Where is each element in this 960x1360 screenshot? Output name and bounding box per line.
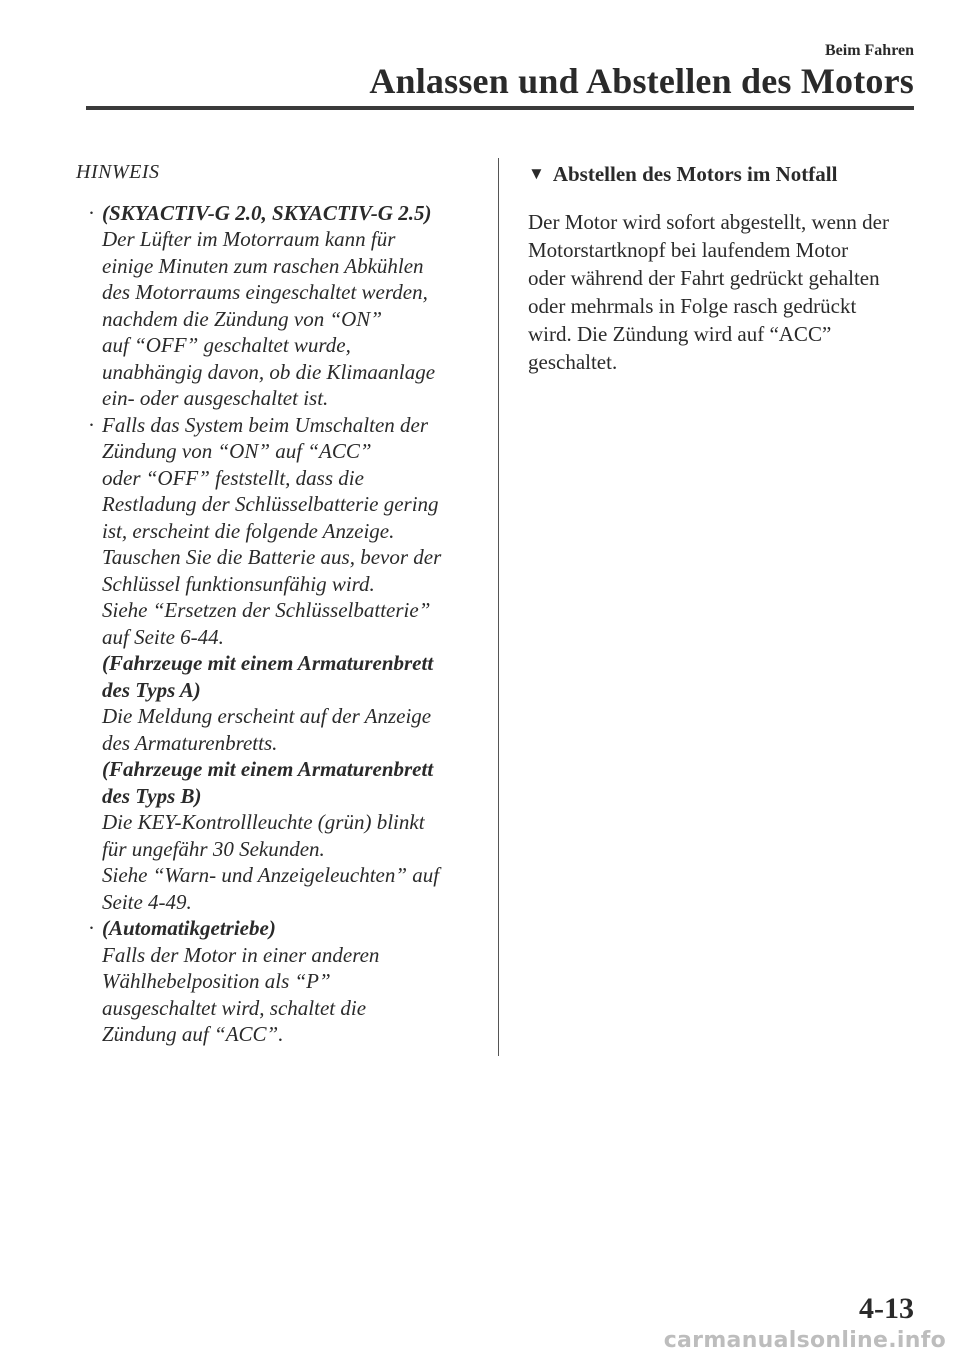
body-text-line: geschaltet.: [528, 350, 618, 374]
body-text-line: wird. Die Zündung wird auf “ACC”: [528, 322, 832, 346]
bullet-marker: ·: [88, 412, 95, 437]
note-subheading: (Automatikgetriebe): [102, 916, 276, 940]
body-text-line: oder mehrmals in Folge rasch gedrückt: [528, 294, 857, 318]
note-text-line: Die KEY-Kontrollleuchte (grün) blinkt: [102, 810, 425, 834]
note-text-line: Zündung von “ON” auf “ACC”: [102, 439, 372, 463]
note-text-line: Zündung auf “ACC”.: [102, 1022, 284, 1046]
note-list: [76, 200, 476, 1048]
note-subheading: (Fahrzeuge mit einem Armaturenbrett: [102, 651, 434, 675]
emergency-section: [528, 160, 920, 376]
note-text-line: Falls der Motor in einer anderen: [102, 942, 380, 967]
note-text-line: Restladung der Schlüsselbatterie gering: [102, 492, 439, 516]
note-column: [76, 159, 476, 1048]
note-text-line: des Motorraums eingeschaltet werden,: [102, 280, 428, 304]
note-text-line: Falls das System beim Umschalten der: [102, 412, 429, 437]
note-text-line: einige Minuten zum raschen Abkühlen: [102, 253, 424, 278]
body-text-line: Der Motor wird sofort abgestellt, wenn der: [528, 210, 889, 234]
note-text-line: für ungefähr 30 Sekunden.: [102, 836, 325, 861]
note-bullet-item: [76, 915, 476, 1048]
note-text-line: Siehe “Ersetzen der Schlüsselbatterie”: [102, 598, 431, 622]
note-text-line: Schlüssel funktionsunfähig wird.: [102, 571, 375, 596]
page-title: Anlassen und Abstellen des Motors: [369, 61, 914, 101]
note-subheading: des Typs A): [102, 677, 201, 702]
note-text-line: Tauschen Sie die Batterie aus, bevor der: [102, 545, 442, 569]
note-text-line: Seite 4-49.: [102, 889, 192, 914]
section-body: [528, 208, 920, 376]
section-label: Beim Fahren: [824, 42, 914, 59]
note-text-line: ein- oder ausgeschaltet ist.: [102, 386, 329, 410]
note-text-line: ausgeschaltet wird, schaltet die: [102, 995, 367, 1020]
note-bullet-item: [76, 412, 476, 916]
section-heading-text: Abstellen des Motors im Notfall: [552, 162, 838, 186]
note-text-line: oder “OFF” feststellt, dass die: [102, 465, 364, 490]
note-subheading: (Fahrzeuge mit einem Armaturenbrett: [102, 757, 434, 781]
bullet-marker: ·: [88, 916, 95, 940]
note-text-line: Der Lüfter im Motorraum kann für: [102, 227, 396, 251]
body-text-line: Motorstartknopf bei laufendem Motor: [528, 238, 849, 262]
note-text-line: Die Meldung erscheint auf der Anzeige: [102, 704, 432, 728]
note-title: HINWEIS: [76, 161, 160, 183]
header-divider: [86, 106, 914, 110]
column-divider: [498, 158, 499, 1056]
note-text-line: nachdem die Zündung von “ON”: [102, 306, 382, 331]
bullet-marker: ·: [88, 200, 95, 225]
note-subheading: des Typs B): [102, 783, 202, 808]
section-heading: [528, 160, 920, 190]
note-bullet-item: [76, 200, 476, 412]
triangle-down-icon: ▼: [528, 164, 545, 183]
note-text-line: des Armaturenbretts.: [102, 730, 278, 755]
note-text-line: ist, erscheint die folgende Anzeige.: [102, 518, 395, 543]
note-text-line: Siehe “Warn- und Anzeigeleuchten” auf: [102, 863, 440, 887]
page-number: 4-13: [859, 1292, 914, 1325]
watermark: carmanualsonline.info: [663, 1328, 946, 1353]
note-text-line: auf Seite 6-44.: [102, 624, 224, 649]
note-text-line: Wählhebelposition als “P”: [102, 969, 331, 993]
note-text-line: unabhängig davon, ob die Klimaanlage: [102, 359, 436, 384]
body-text-line: oder während der Fahrt gedrückt gehalten: [528, 266, 880, 290]
note-subheading: (SKYACTIV-G 2.0, SKYACTIV-G 2.5): [102, 200, 432, 225]
note-text-line: auf “OFF” geschaltet wurde,: [102, 333, 351, 357]
